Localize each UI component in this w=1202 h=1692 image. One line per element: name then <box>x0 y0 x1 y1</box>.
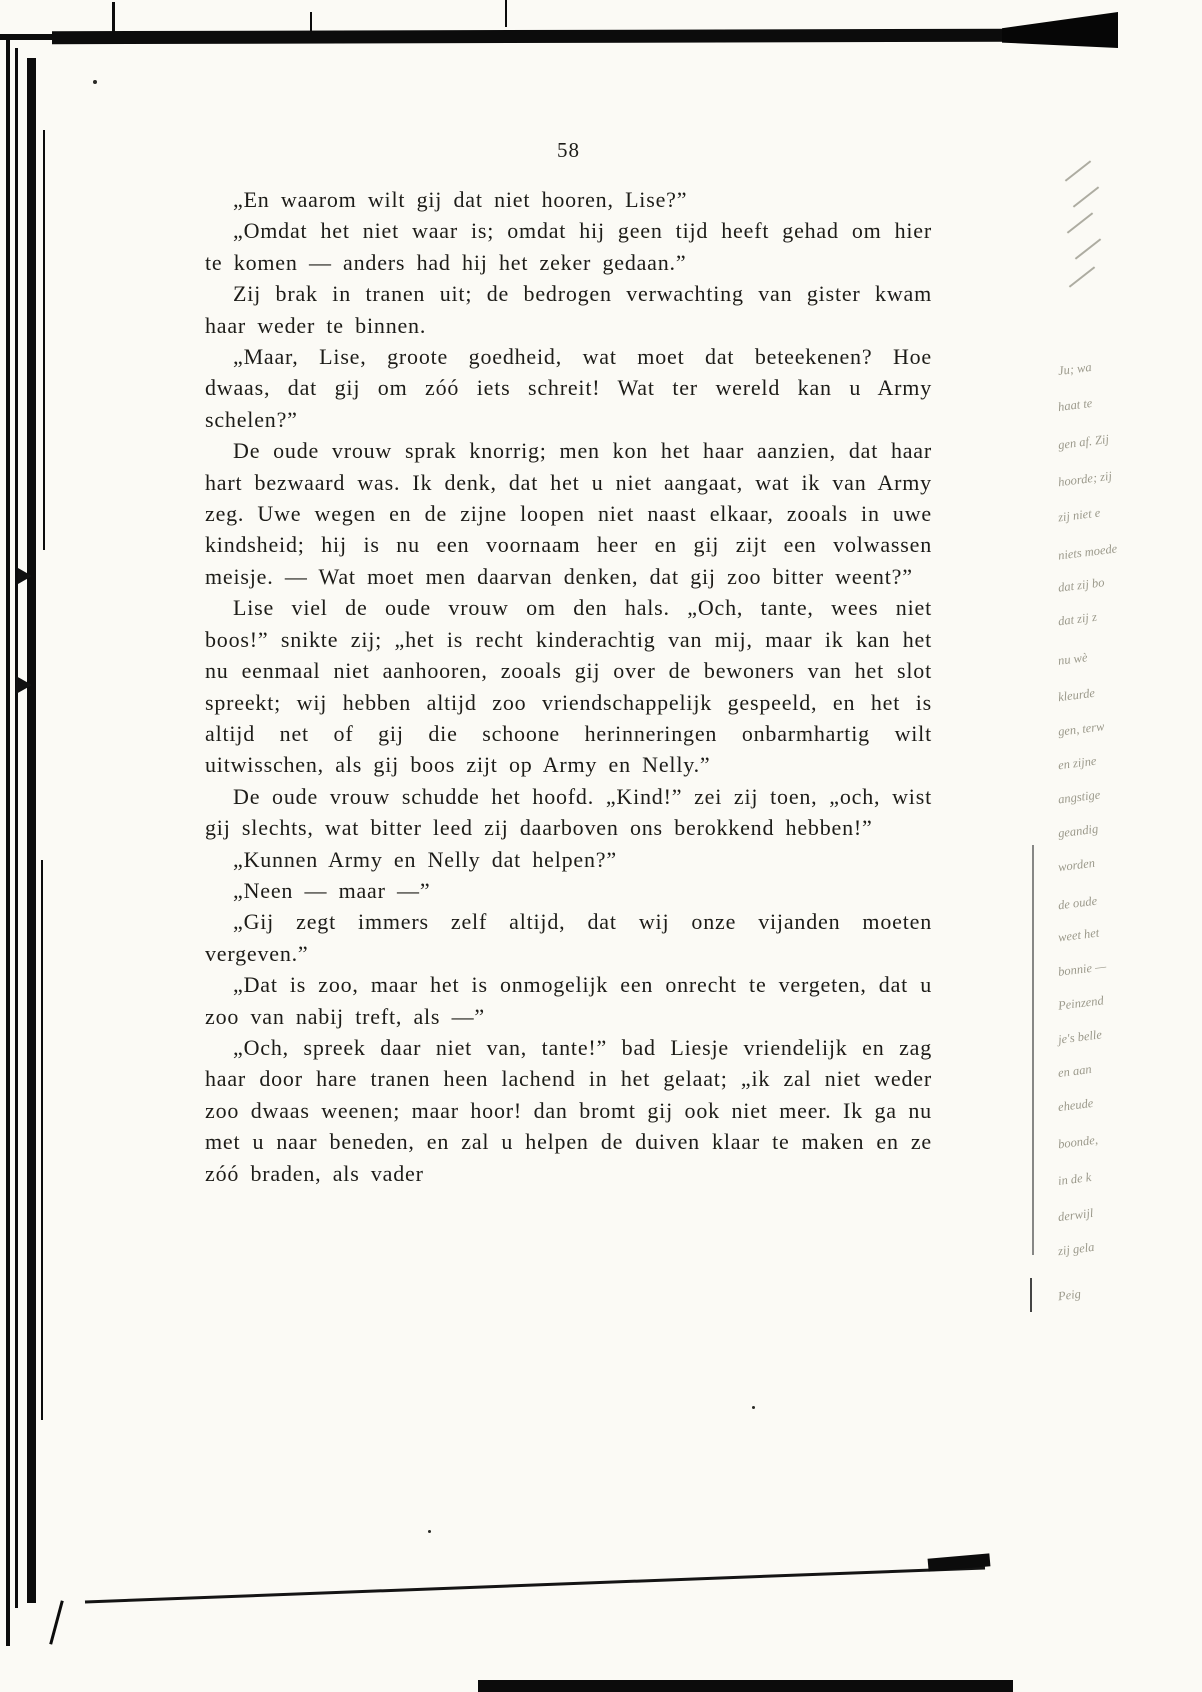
bleed-text-fragment: kleurde <box>1057 685 1096 705</box>
paragraph: Zij brak in tranen uit; de bedrogen verwachting van gister kwam haar weder te binnen. <box>205 281 932 338</box>
bleed-text-fragment: zij gela <box>1057 1239 1096 1259</box>
scan-artifact-top-tick-1 <box>112 2 115 32</box>
bleed-text-fragment: geandig <box>1057 821 1099 841</box>
scan-artifact-top-tick-2 <box>310 12 312 32</box>
bleed-text-fragment: worden <box>1057 855 1096 875</box>
paragraph: „Dat is zoo, maar het is onmogelijk een onrecht te vergeten, dat u zoo van nabij treft, als —” <box>205 972 932 1029</box>
bleed-scribble <box>1073 186 1099 207</box>
bleed-text-fragment: je's belle <box>1057 1027 1103 1047</box>
paragraph: „Kunnen Army en Nelly dat helpen?” <box>233 846 617 872</box>
bleed-text-fragment: dat zij z <box>1057 609 1098 629</box>
bleed-text-fragment: in de k <box>1057 1170 1092 1188</box>
scan-artifact-binding-line-2 <box>15 48 18 1608</box>
bleed-text-fragment: en zijne <box>1057 753 1098 773</box>
speck <box>428 1530 431 1533</box>
bleed-text-fragment: gen, terw <box>1057 719 1106 739</box>
bleed-text-fragment: dat zij bo <box>1057 575 1106 595</box>
page-number: 58 <box>557 138 580 162</box>
paragraph: De oude vrouw sprak knorrig; men kon het haar aanzien, dat haar hart bezwaard was. Ik denk, dat het u niet aangaat, wat ik van Army zeg. Uwe wegen en de zijne loopen niet naast elkaar, zooals in uwe kindsheid; hij is nu een voornaam heer en gij zijt een volwassen meisje. — Wat moet men daarvan denken, dat gij zoo bitter weent?” <box>205 438 932 589</box>
bleed-text-fragment: eheude <box>1057 1095 1095 1115</box>
bleed-text-fragment: hoorde; zij <box>1057 468 1113 490</box>
scan-artifact-binding-line-4 <box>43 130 45 550</box>
bleed-text-fragment: Peig <box>1057 1286 1082 1304</box>
paragraph: „Och, spreek daar niet van, tante!” bad Liesje vriendelijk en zag haar door hare tranen heen lachend in het gelaat; „ik zal niet weder zoo dwaas weenen; maar hoor! dan bromt gij ook niet meer. Ik ga nu met u naar beneden, en zal u helpen de duiven klaar te maken en ze zóó braden, als vader <box>205 1034 932 1186</box>
bleed-text-fragment: angstige <box>1057 787 1101 807</box>
bleed-text-fragment: weet het <box>1057 925 1100 945</box>
bleed-text-fragment: de oude <box>1057 893 1098 913</box>
scan-artifact-right-line-1 <box>1032 845 1034 1255</box>
speck <box>752 1406 755 1409</box>
bleed-text-fragment: Ju; wa <box>1057 360 1093 379</box>
bleed-scribble <box>1065 160 1091 181</box>
paragraph: Lise viel de oude vrouw om den hals. „Och, tante, wees niet boos!” snikte zij; „het is recht kinderachtig van mij, maar ik kan het nu eenmaal niet aanhooren, zooals gij over de bewoners van het slot spreekt; wij hebben altijd zoo vriendschappelijk gespeeld, en het is altijd net of gij die schoone herinneringen onbarmhartig wilt uitwisschen, als gij boos zijt op Army en Nelly.” <box>205 595 932 778</box>
bleed-text-fragment: boonde, <box>1057 1132 1099 1152</box>
bleed-text-fragment: derwijl <box>1057 1205 1095 1225</box>
paragraph: „Gij zegt immers zelf altijd, dat wij onze vijanden moeten vergeven.” <box>205 909 932 966</box>
scan-artifact-top-bar <box>52 29 1007 45</box>
scan-artifact-binding-line-5 <box>41 860 43 1420</box>
bleed-text-fragment: haat te <box>1057 395 1094 415</box>
paragraph: „Neen — maar —” <box>233 877 431 903</box>
bleed-text-fragment: Peinzend <box>1057 993 1105 1013</box>
scan-artifact-bottom-bar <box>478 1680 1013 1692</box>
bleed-text-fragment: nu wè <box>1057 650 1089 668</box>
bleed-scribble <box>1075 238 1101 259</box>
scan-artifact-top-tick-3 <box>505 0 507 27</box>
paragraph: „En waarom wilt gij dat niet hooren, Lise?” <box>233 187 688 212</box>
paragraph: De oude vrouw schudde het hoofd. „Kind!” zei zij toen, „och, wist gij slechts, wat bitter leed zij daarboven ons berokkend hebben!” <box>205 783 932 841</box>
scan-artifact-binding-line-3 <box>27 58 36 1603</box>
scan-artifact-top-right-wedge <box>1002 12 1118 48</box>
bleed-text-fragment: en aan <box>1057 1062 1093 1081</box>
scan-artifact-bottom-curve <box>0 1540 1202 1660</box>
bleed-text-fragment: niets moede <box>1057 541 1118 563</box>
bleed-scribble <box>1069 266 1095 287</box>
paragraph: „Omdat het niet waar is; omdat hij geen tijd heeft gehad om hier te komen — anders had hij het zeker gedaan.” <box>205 218 932 275</box>
bleed-text-fragment: zij niet e <box>1057 505 1101 525</box>
scan-artifact-binding-line-1 <box>6 38 10 1646</box>
page-text <box>205 184 932 1189</box>
scan-artifact-right-line-2 <box>1030 1278 1032 1312</box>
speck <box>93 80 97 84</box>
bleed-text-fragment: bonnie — <box>1057 959 1107 979</box>
paragraph: „Maar, Lise, groote goedheid, wat moet dat beteekenen? Hoe dwaas, dat gij om zóó iets schreit! Wat ter wereld kan u Army schelen?” <box>205 344 932 432</box>
bleed-text-fragment: gen af. Zij <box>1057 431 1110 453</box>
bleed-scribble <box>1067 212 1093 233</box>
